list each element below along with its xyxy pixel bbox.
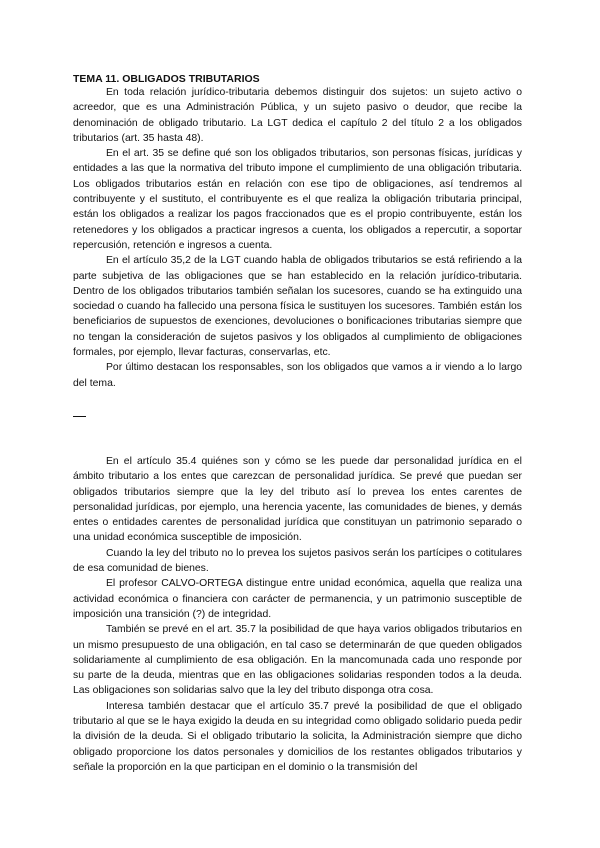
spacer <box>73 424 522 454</box>
paragraph: Por último destacan los responsables, son los obligados que vamos a ir viendo a lo largo del tema. <box>73 362 522 389</box>
paragraph: Cuando la ley del tributo no lo prevea los sujetos pasivos serán los partícipes o cotitulares de esa comunidad de bienes. <box>73 547 522 575</box>
paragraph: El profesor CALVO-ORTEGA distingue entre unidad económica, aquella que realiza una actividad económica o financiera con carácter de permanencia, y un patrimonio susceptible de imposición una transición (?) de integridad. <box>73 578 522 620</box>
separator-line <box>73 416 86 417</box>
paragraph: En el art. 35 se define qué son los obligados tributarios, son personas físicas, jurídicas y entidades a las que la normativa del tributo impone el cumplimiento de una obligación tributaria. Los obligados tributarios están en relación con ese tipo de obligaciones, así tendremos al contribuyente y el sustituto, el contribuyente es el que realiza la obligación tributaria principal, están los obligados a realizar los pagos fraccionados que es el propio contribuyente, están los retenedores y los obligados a practicar ingresos a cuenta, los obligados a repercutir, a soportar repercusión, retención e ingresos a cuenta. <box>73 148 522 251</box>
paragraph: En toda relación jurídico-tributaria debemos distinguir dos sujetos: un sujeto activo o acreedor, que es una Administración Pública, y un sujeto pasivo o deudor, que recibe la denominación de obligado tributario. La LGT dedica el capítulo 2 del título 2 a los obligados tributarios (art. 35 hasta 48). <box>73 87 522 144</box>
document-title: TEMA 11. OBLIGADOS TRIBUTARIOS <box>73 73 260 85</box>
paragraph: También se prevé en el art. 35.7 la posibilidad de que haya varios obligados tributarios en un mismo presupuesto de una obligación, en tal caso se determinarán de que queden obligados solidariamente al cumplimiento de esa obligación. En la mancomunada cada uno responde por su parte de la deuda, mientras que en las obligaciones solidarias responden todos a la deuda. Las obligaciones son solidarias salvo que la ley del tributo disponga otra cosa. <box>73 624 522 697</box>
paragraph: En el artículo 35,2 de la LGT cuando habla de obligados tributarios se está refiriendo a la parte subjetiva de las obligaciones que se han establecido en la relación jurídico-tributaria. Dentro de los obligados tributarios también señalan los sucesores, cuando se ha extinguido una sociedad o cuando ha fallecido una persona física le sustituyen los sucesores. También están los beneficiarios de supuestos de exenciones, devoluciones o bonificaciones tributarias siempre que no tengan la consideración de sujetos pasivos y los obligados al cumplimiento de obligaciones formales, por ejemplo, llevar facturas, conservarlas, etc. <box>73 255 522 359</box>
paragraph: Interesa también destacar que el artículo 35.7 prevé la posibilidad de que el obligado tributario al que se le haya exigido la deuda en su integridad como obligado solidario pueda pedir la división de la deuda. Si el obligado tributario la solicita, la Administración siempre que dicho obligado proporcione los datos personales y domicilios de los restantes obligados tributarios y señale la proporción en la que participan en el dominio o la transmisión del <box>73 700 522 773</box>
section-separator <box>73 409 522 424</box>
paragraph: En el artículo 35.4 quiénes son y cómo se les puede dar personalidad jurídica en el ámbito tributario a los entes que carezcan de personalidad jurídica. Se prevé que puedan ser obligados tributarios siempre que la ley del tributo así lo prevea los entes carentes de personalidad jurídicas, por ejemplo, una herencia yacente, las comunidades de bienes, y demás entes o entidades carentes de personalidad jurídica que constituyan un patrimonio separado o una unidad económica susceptible de imposición. <box>73 455 522 544</box>
